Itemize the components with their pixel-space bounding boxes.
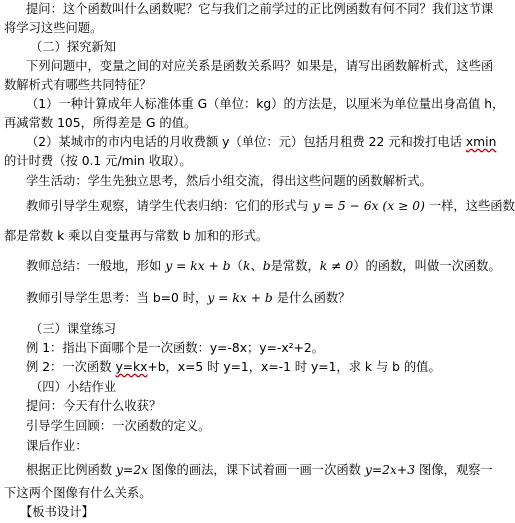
problem-2-line-1: [26, 135, 501, 150]
explore-line-2: 数解析式有哪些共同特征？: [4, 78, 152, 92]
review-answer: 引导学生回顾：一次函数的定义。: [26, 419, 211, 433]
homework-line-1: [26, 463, 501, 478]
teacher-summary: [26, 259, 501, 274]
problem-2-text: （2）某城市的市内电话的月收费额 y（单位：元）包括月租费 22 元和拨打电话: [26, 135, 466, 149]
homework-line-2: 下这两个图像有什么关系。: [4, 486, 152, 500]
summary-text: 教师总结：一般地，形如: [26, 259, 166, 273]
teacher-guide-formula: y = 5 − 6x (x ≥ 0): [312, 199, 425, 213]
teacher-guide-line-2: 都是常数 k 乘以自变量再与常数 b 加和的形式。: [4, 229, 269, 243]
homework-formula-1: y=2x: [116, 463, 149, 477]
problem-2-unit: xmin: [465, 135, 497, 149]
problem-1-line-2: 再减常数 105，所得差是 G 的值。: [4, 116, 197, 130]
section-4-heading: （四）小结作业: [30, 380, 117, 394]
think-formula: y = kx + b: [207, 291, 273, 305]
summary-tail: ）的函数，叫做一次函数。: [353, 259, 501, 273]
student-activity: 学生活动：学生先独立思考，然后小组交流，得出这些问题的函数解析式。: [26, 174, 432, 188]
example-2-function: y=kx: [115, 360, 148, 374]
summary-formula: y = kx + b: [165, 259, 231, 273]
homework-middle: 图像的画法，课下试着画一画一次函数: [148, 463, 365, 477]
think-text: 教师引导学生思考：当 b=0 时，: [26, 291, 208, 305]
example-2-text: 例 2：一次函数: [26, 360, 116, 374]
section-3-heading: （三）课堂练习: [30, 322, 117, 336]
problem-2-line-2: 的计时费（按 0.1 元/min 收取）。: [4, 154, 192, 168]
summary-constants: k、b: [242, 259, 271, 273]
example-2: [26, 360, 501, 375]
summary-constants-text: 是常数，: [270, 259, 320, 273]
review-question: 提问：今天有什么收获？: [26, 399, 162, 413]
example-2-tail: +b，x=5 时 y=1，x=-1 时 y=1，求 k 与 b 的值。: [147, 360, 441, 374]
board-design-heading: 【板书设计】: [20, 505, 94, 519]
homework-label: 课后作业：: [26, 439, 88, 453]
summary-paren: （: [230, 259, 243, 273]
problem-1-line-1: （1）一种计算成年人标准体重 G（单位：kg）的方法是，以厘米为单位量出身高值 h，: [26, 97, 505, 111]
intro-question-line-2: 将学习这些问题。: [4, 21, 103, 35]
example-1: 例 1：指出下面哪个是一次函数：y=-8x；y=-x²+2。: [26, 341, 324, 355]
teacher-guide-tail: 一样，这些函数: [424, 199, 515, 213]
teacher-guide-line-1: [26, 199, 515, 214]
section-2-heading: （二）探究新知: [30, 40, 117, 54]
think-tail: 是什么函数？: [272, 291, 351, 305]
teacher-guide-text: 教师引导学生观察，请学生代表归纳：它们的形式与: [26, 199, 313, 213]
homework-text: 根据正比例函数: [26, 463, 116, 477]
summary-condition: k ≠ 0: [319, 259, 354, 273]
teacher-think-question: [26, 291, 501, 306]
homework-tail: 图像，观察一: [415, 463, 493, 477]
explore-line-1: 下列问题中，变量之间的对应关系是函数关系吗？如果是，请写出函数解析式，这些函: [26, 59, 494, 73]
intro-question-line-1: 提问：这个函数叫什么函数呢？它与我们之前学过的正比例函数有何不同？我们这节课: [26, 2, 494, 16]
homework-formula-2: y=2x+3: [364, 463, 416, 477]
